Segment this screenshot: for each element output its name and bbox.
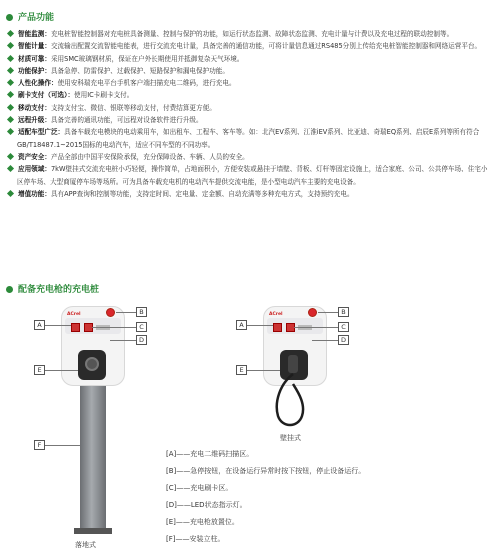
feature-label: 刷卡支付（可选）： xyxy=(18,91,75,100)
callout-c-wall: C xyxy=(338,322,349,332)
callout-d-wall: D xyxy=(338,335,349,345)
callout-line xyxy=(312,340,338,341)
feature-item xyxy=(6,114,494,126)
feature-item xyxy=(6,188,494,200)
diamond-bullet-icon xyxy=(7,116,14,123)
legend-item-b: [B]——急停按钮，在设备运行异常时按下按钮，停止设备运行。 xyxy=(166,467,366,475)
feature-item xyxy=(6,53,494,65)
feature-text: 具备车载充电模块的电动乘用车，如出租车、工程车、客车等。如：北汽EV系列、江淮iEV系列、比亚迪、奇瑞EQ系列、启辰E系列等所有符合GB/T18487.1~2015国标的电动汽车，适应不同车型的不同功率。 xyxy=(17,128,480,149)
section-bullet-icon xyxy=(6,286,13,293)
floor-brand-logo: ACrel xyxy=(67,312,81,317)
feature-label: 功能保护： xyxy=(18,66,51,75)
callout-line xyxy=(45,445,80,446)
callout-a-floor: A xyxy=(34,320,45,330)
diamond-bullet-icon xyxy=(7,91,14,98)
feature-item xyxy=(6,126,494,151)
feature-list xyxy=(6,28,494,200)
wall-brand-logo: ACrel xyxy=(269,312,283,317)
legend-item-f: [F]——安装立柱。 xyxy=(166,535,225,543)
feature-label: 智能计量： xyxy=(18,42,51,51)
diamond-bullet-icon xyxy=(7,79,14,86)
feature-item xyxy=(6,102,494,114)
wall-gun-icon xyxy=(288,355,298,373)
legend-item-c: [C]——充电刷卡区。 xyxy=(166,484,233,492)
callout-d-floor: D xyxy=(136,335,147,345)
feature-item xyxy=(6,163,494,188)
feature-item xyxy=(6,65,494,77)
diamond-bullet-icon xyxy=(7,55,14,62)
feature-text: 支持支付宝、微信、银联等移动支付，付费结算更方便。 xyxy=(50,103,216,112)
feature-text: 具备完善的通讯功能，可远程对设备软件进行升级。 xyxy=(50,116,203,125)
callout-line xyxy=(110,340,136,341)
callout-f-floor: F xyxy=(34,440,45,450)
wall-cable-icon xyxy=(272,372,312,430)
callout-c-floor: C xyxy=(136,322,147,332)
feature-text: 7kW壁挂式交流充电桩小巧轻便，操作简单，占地面积小，方便安装或悬挂于墙壁、背板、灯杆等固定设施上，适合家庭、公司、公共停车场、住宅小区停车场、大型商厦停车场等场所。可为具备车载充电机的电动汽车提供交流电能，是小型电动汽车主要的充电设备。 xyxy=(17,165,488,186)
callout-line xyxy=(247,370,280,371)
callout-a-wall: A xyxy=(236,320,247,330)
feature-text: 使用IC卡刷卡支付。 xyxy=(74,91,134,100)
callout-line xyxy=(247,325,273,326)
callout-b-floor: B xyxy=(136,307,147,317)
floor-qr-icon xyxy=(71,323,80,332)
feature-text: 交流输出配置交流智能电能表，进行交流充电计量，具备完善的通信功能，可将计量信息通过RS485分别上传给充电桩智能控制器和网络运营平台。 xyxy=(50,42,482,51)
feature-item xyxy=(6,40,494,52)
diamond-bullet-icon xyxy=(7,67,14,74)
floor-estop-icon xyxy=(106,308,115,317)
feature-label: 远程升级： xyxy=(18,116,51,125)
feature-item xyxy=(6,151,494,163)
floor-base xyxy=(74,528,112,534)
callout-b-wall: B xyxy=(338,307,349,317)
callout-line xyxy=(294,327,338,328)
legend-item-a: [A]——充电二维码扫描区。 xyxy=(166,450,254,458)
wall-estop-icon xyxy=(308,308,317,317)
feature-text: 产品全部由中国平安保险承保，充分保障设备、车辆、人员的安全。 xyxy=(50,152,249,161)
feature-label: 智能监测： xyxy=(18,30,51,38)
callout-e-wall: E xyxy=(236,365,247,375)
section-title-functions: 产品功能 xyxy=(6,10,54,23)
floor-pole xyxy=(80,386,106,532)
diamond-bullet-icon xyxy=(7,42,14,49)
legend-item-d: [D]——LED状态指示灯。 xyxy=(166,501,247,509)
callout-line xyxy=(45,325,71,326)
feature-text: 具有APP查询和控制等功能，支持定时间、定电量、定金额、自动充满等多种充电方式，支持预约充电。 xyxy=(50,189,354,198)
wall-caption: 壁挂式 xyxy=(280,434,301,442)
diamond-bullet-icon xyxy=(7,165,14,172)
wall-qr-icon xyxy=(273,323,282,332)
feature-item xyxy=(6,28,494,40)
diamond-bullet-icon xyxy=(7,153,14,160)
diamond-bullet-icon xyxy=(7,30,14,37)
feature-label: 资产安全： xyxy=(18,152,51,161)
callout-e-floor: E xyxy=(34,365,45,375)
section-bullet-icon xyxy=(6,14,13,21)
feature-text: 采用SMC玻璃钢材质，保证在户外长期使用并抵御复杂天气环境。 xyxy=(50,54,244,63)
callout-line xyxy=(92,327,136,328)
feature-text: 使用安科瑞充电平台手机客户端扫描充电二维码，进行充电。 xyxy=(57,79,236,88)
callout-line xyxy=(45,370,78,371)
section-title-chargers: 配备充电枪的充电桩 xyxy=(6,282,99,295)
diamond-bullet-icon xyxy=(7,190,14,197)
callout-line xyxy=(116,312,136,313)
diamond-bullet-icon xyxy=(7,104,14,111)
feature-label: 人性化操作： xyxy=(18,79,58,88)
feature-label: 增值功能： xyxy=(18,189,51,198)
feature-item xyxy=(6,89,494,101)
feature-text: 充电桩智能控制器对充电桩具备测量、控制与保护的功能，如运行状态监测、故障状态监测、充电计量与计费以及充电过程的联动控制等。 xyxy=(50,30,454,38)
diamond-bullet-icon xyxy=(7,128,14,135)
callout-line xyxy=(318,312,338,313)
feature-label: 材质可靠： xyxy=(18,54,51,63)
feature-label: 适配车型广泛： xyxy=(18,128,65,137)
feature-item xyxy=(6,77,494,89)
feature-label: 移动支付： xyxy=(18,103,51,112)
legend-item-e: [E]——充电枪放置位。 xyxy=(166,518,239,526)
floor-caption: 落地式 xyxy=(75,541,96,549)
feature-text: 具备急停、防雷保护、过载保护、短路保护和漏电保护功能。 xyxy=(50,66,229,75)
floor-socket-icon xyxy=(85,357,99,371)
feature-label: 应用领域： xyxy=(18,165,51,174)
